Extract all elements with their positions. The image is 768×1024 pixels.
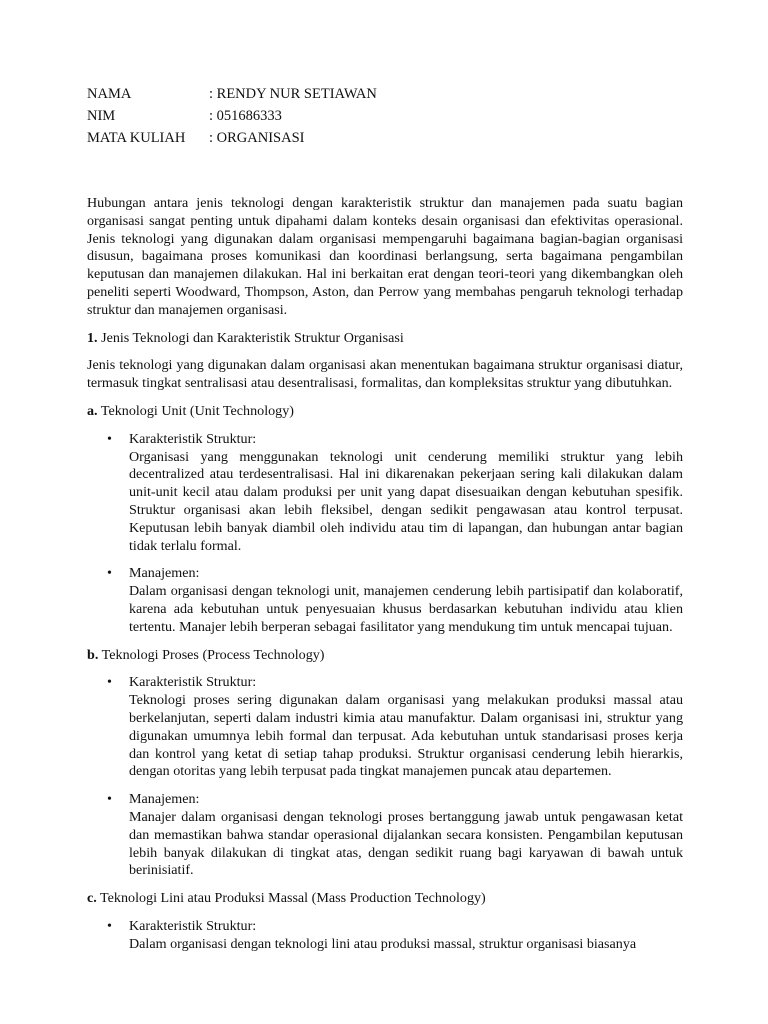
list-item — [107, 791, 683, 880]
bullet-icon: • — [107, 791, 112, 808]
subsection-a-heading — [87, 403, 683, 421]
list-item-title: Karakteristik Struktur: — [129, 674, 257, 691]
subsection-b-heading — [87, 647, 683, 665]
subsection-c-letter: c. — [87, 890, 97, 907]
list-item — [107, 565, 683, 636]
list-item-title: Karakteristik Struktur: — [129, 430, 257, 447]
list-item-text: Dalam organisasi dengan teknologi lini atau produksi massal, struktur organisasi biasanya — [129, 935, 637, 952]
bullet-icon: • — [107, 674, 112, 691]
header-label-mata-kuliah: MATA KULIAH — [87, 130, 186, 146]
section-1-paragraph: Jenis teknologi yang digunakan dalam organisasi akan menentukan bagaimana struktur organisasi diatur, termasuk tingkat sentralisasi atau desentralisasi, formalitas, dan kompleksitas struktur yang dibutuhkan. — [87, 357, 683, 392]
subsection-b-title: Teknologi Proses (Process Technology) — [98, 646, 325, 663]
list-item — [107, 917, 683, 954]
list-item-title: Manajemen: — [129, 565, 200, 582]
subsection-a-list — [87, 431, 683, 637]
header-row-nim — [87, 107, 587, 129]
list-item — [107, 430, 683, 556]
subsection-b-letter: b. — [87, 646, 99, 663]
list-item-text: Organisasi yang menggunakan teknologi unit cenderung memiliki struktur yang lebih decentralized atau terdesentralisasi. Hal ini dikarenakan pekerjaan sering kali dilakukan dalam unit-unit kecil atau dalam produksi per unit yang dapat disesuaikan dengan kebutuhan spesifik. Struktur organisasi akan lebih fleksibel, dengan sedikit pengawasan atau kontrol terpusat. Keputusan lebih banyak diambil oleh individu atau tim di lapangan, dan hubungan antar bagian tidak terlalu formal. — [129, 448, 683, 554]
subsection-b-list — [87, 674, 683, 880]
bullet-icon: • — [107, 917, 112, 934]
subsection-c-list — [87, 918, 683, 954]
bullet-icon: • — [107, 565, 112, 582]
list-item-text: Teknologi proses sering digunakan dalam organisasi yang melakukan produksi massal atau berkelanjutan, seperti dalam industri kimia atau manufaktur. Dalam organisasi ini, struktur yang digunakan umumnya lebih formal dan terpusat. Ada kebutuhan untuk standarisasi proses kerja dan kontrol yang ketat di setiap tahap produksi. Struktur organisasi cenderung lebih hierarkis, dengan otoritas yang lebih terpusat pada tingkat manajemen puncak atau departemen. — [129, 692, 683, 780]
header-label-nim: NIM — [87, 108, 116, 124]
list-item-title: Karakteristik Struktur: — [129, 917, 257, 934]
list-item-text: Dalam organisasi dengan teknologi unit, manajemen cenderung lebih partisipatif dan kolaboratif, karena ada kebutuhan untuk penyesuaian khusus berdasarkan kebutuhan individu atau klien tertentu. Manajer lebih berperan sebagai fasilitator yang mendukung tim untuk mencapai tujuan. — [129, 583, 683, 635]
section-1-heading — [87, 330, 683, 348]
header-row-nama — [87, 85, 587, 107]
intro-paragraph: Hubungan antara jenis teknologi dengan karakteristik struktur dan manajemen pada suatu bagian organisasi sangat penting untuk dipahami dalam konteks desain organisasi dan efektivitas operasional. Jenis teknologi yang digunakan dalam organisasi mempengaruhi bagaimana bagian-bagian organisasi disusun, bagaimana proses komunikasi dan koordinasi berlangsung, serta bagaimana pengambilan keputusan dan manajemen dilakukan. Hal ini berkaitan erat dengan teori-teori yang dikembangkan oleh peneliti seperti Woodward, Thompson, Aston, dan Perrow yang membahas pengaruh teknologi terhadap struktur dan manajemen organisasi. — [87, 195, 683, 318]
student-info-header — [87, 85, 587, 151]
subsection-a-title: Teknologi Unit (Unit Technology) — [97, 402, 294, 419]
subsection-a-letter: a. — [87, 402, 98, 419]
header-label-nama: NAMA — [87, 86, 132, 102]
bullet-icon: • — [107, 430, 112, 447]
list-item — [107, 674, 683, 781]
section-1-number: 1. — [87, 329, 98, 346]
section-1-title: Jenis Teknologi dan Karakteristik Struktur Organisasi — [97, 329, 404, 346]
list-item-title: Manajemen: — [129, 791, 200, 808]
subsection-c-heading — [87, 890, 683, 908]
header-value-nama: : RENDY NUR SETIAWAN — [209, 86, 377, 102]
header-value-mata-kuliah: : ORGANISASI — [209, 130, 305, 146]
list-item-text: Manajer dalam organisasi dengan teknologi proses bertanggung jawab untuk pengawasan ketat dan memastikan bahwa standar operasional dijalankan secara konsisten. Pengambilan keputusan lebih banyak dilakukan di tingkat atas, dengan sedikit ruang bagi karyawan di bawah untuk berinisiatif. — [129, 808, 683, 879]
subsection-c-title: Teknologi Lini atau Produksi Massal (Mass Production Technology) — [96, 890, 486, 907]
header-row-mata-kuliah — [87, 129, 587, 151]
document-body — [87, 195, 683, 963]
header-value-nim: : 051686333 — [209, 108, 282, 124]
